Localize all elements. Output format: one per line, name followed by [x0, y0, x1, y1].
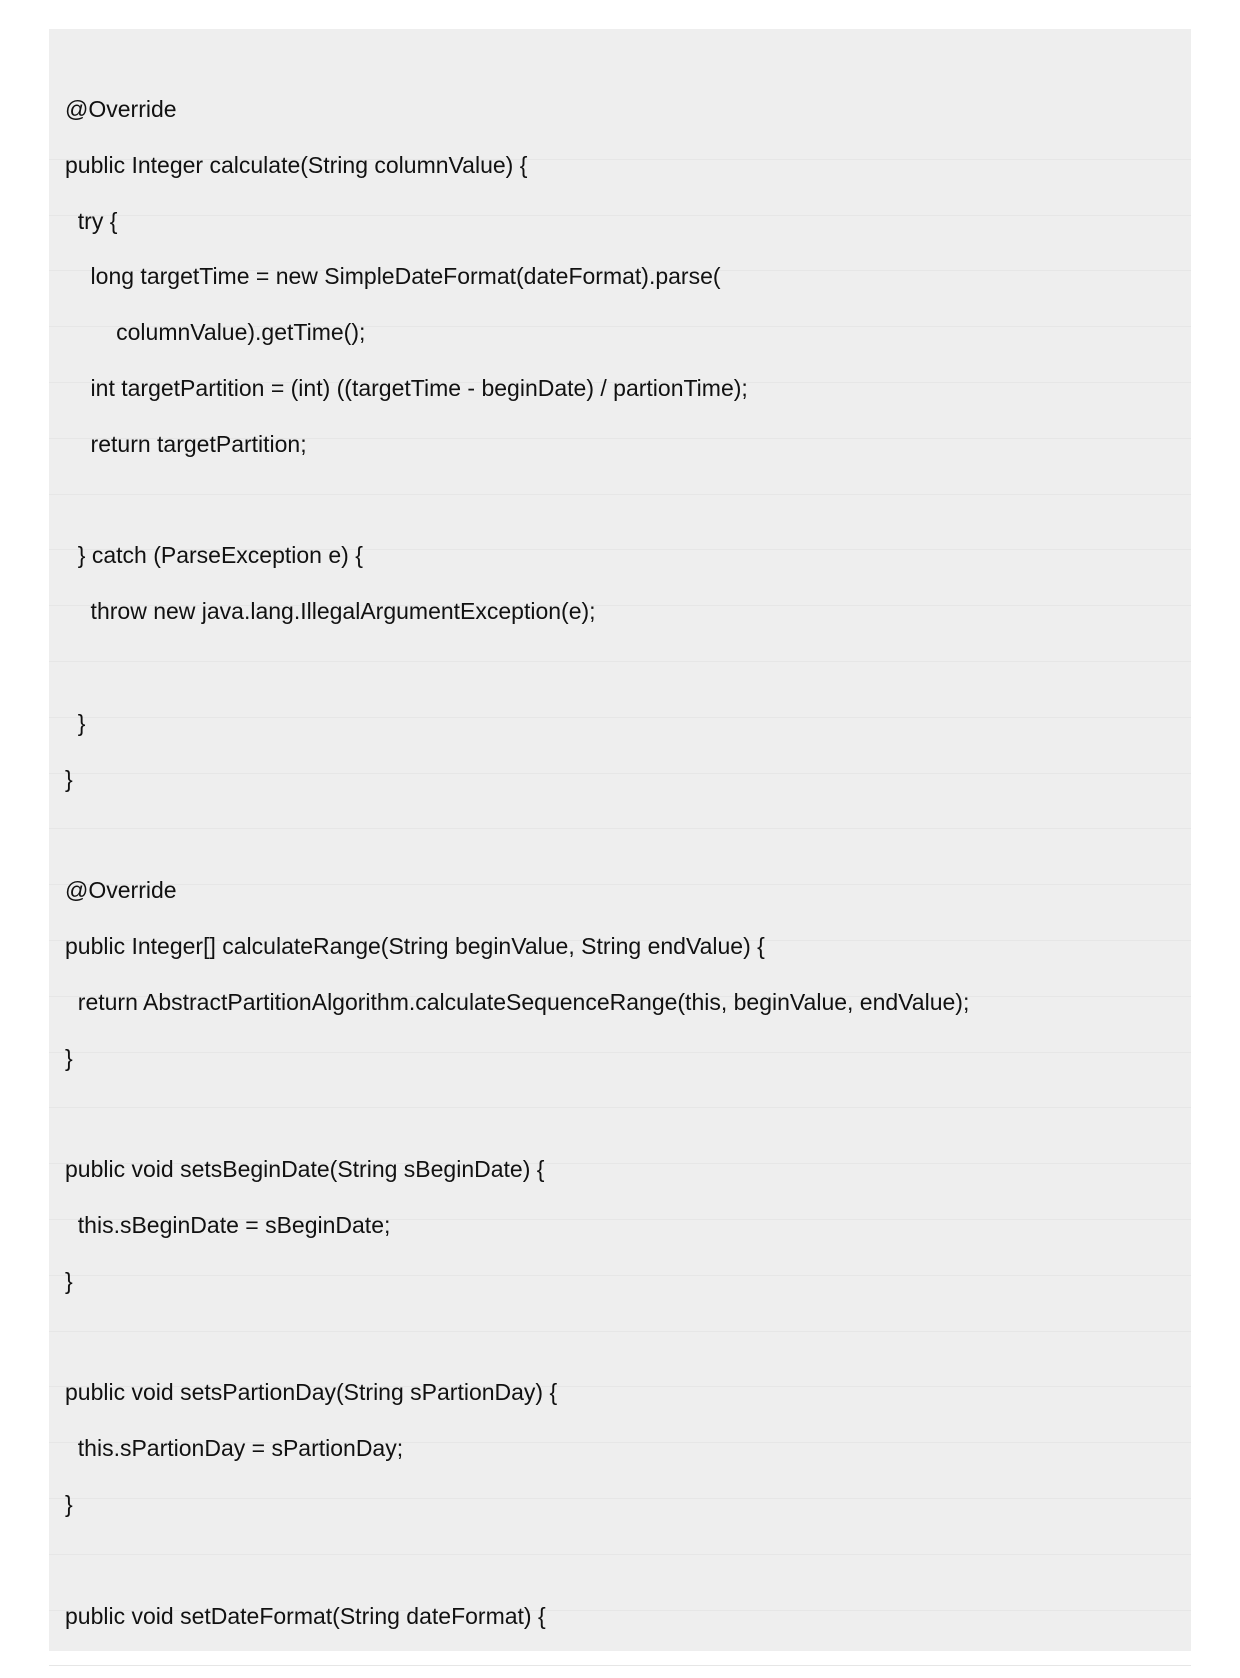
code-line-text: } — [65, 1490, 73, 1517]
code-line — [49, 1435, 1191, 1499]
code-line-text: } — [65, 1267, 73, 1294]
code-line — [49, 598, 1191, 662]
code-line — [49, 430, 1191, 495]
code-line-text: return AbstractPartitionAlgorithm.calculateSequenceRange(this, beginValue, endValue); — [65, 988, 970, 1015]
code-line-text: return targetPartition; — [65, 430, 307, 457]
code-line-text: public void setDateFormat(String dateFormat) { — [65, 1602, 546, 1629]
code-line-text: try { — [65, 207, 118, 234]
code-line-text: long targetTime = new SimpleDateFormat(dateFormat).parse( — [65, 263, 721, 290]
code-line-text: this.sBeginDate = sBeginDate; — [65, 1211, 391, 1238]
code-line-text: public void setsPartionDay(String sPartionDay) { — [65, 1379, 558, 1406]
code-line-text: int targetPartition = (int) ((targetTime - beginDate) / partionTime); — [65, 374, 748, 401]
code-line-text: public void setsBeginDate(String sBeginDate) { — [65, 1156, 545, 1183]
code-line — [49, 1490, 1191, 1555]
code-line — [49, 1044, 1191, 1109]
code-line-text: @Override — [65, 96, 177, 122]
code-line-text: } — [65, 709, 86, 736]
code-line — [49, 1267, 1191, 1332]
code-line-text: } — [65, 1044, 73, 1071]
code-line — [49, 662, 1191, 718]
code-line — [49, 1602, 1191, 1667]
code-line-text: } catch (ParseException e) { — [65, 542, 363, 569]
code-line-text: throw new java.lang.IllegalArgumentException(e); — [65, 598, 596, 625]
code-line — [49, 1211, 1191, 1276]
code-line-text: public Integer[] calculateRange(String beginValue, String endValue) { — [65, 932, 765, 959]
code-line-text: @Override — [65, 877, 177, 904]
code-line-text: public Integer calculate(String columnValue) { — [65, 151, 528, 178]
code-line-text: this.sPartionDay = sPartionDay; — [65, 1435, 404, 1462]
code-line — [49, 829, 1191, 885]
code-block — [49, 29, 1191, 1651]
code-line — [49, 709, 1191, 774]
code-line-text: } — [65, 765, 73, 792]
code-line-text: columnValue).getTime(); — [65, 319, 366, 346]
code-line — [49, 151, 1191, 216]
code-line — [49, 765, 1191, 830]
code-line — [49, 988, 1191, 1053]
